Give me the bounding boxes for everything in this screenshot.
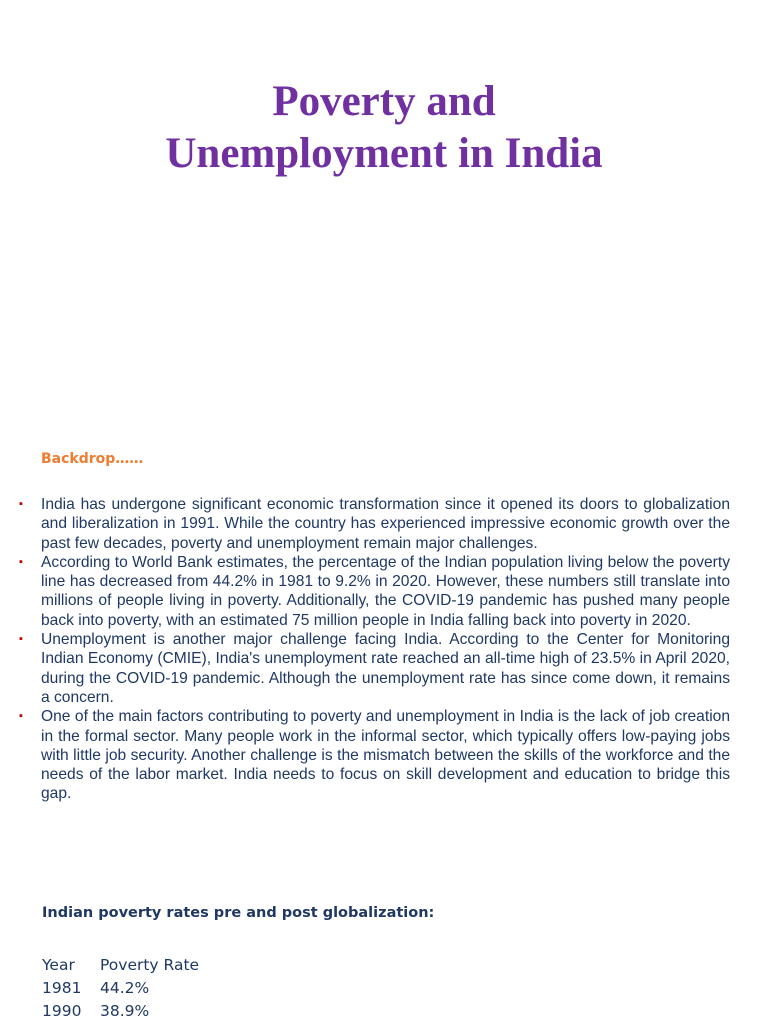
bullet-square-icon: ▪ — [19, 498, 23, 510]
page-title — [0, 76, 768, 180]
backdrop-heading: Backdrop…… — [41, 451, 144, 467]
poverty-table-title: Indian poverty rates pre and post globalization: — [42, 905, 435, 921]
bullet-square-icon: ▪ — [19, 710, 23, 723]
table-header-year: Year — [42, 955, 75, 974]
bullet-text: According to World Bank estimates, the percentage of the Indian population living below the poverty line has decreased from 44.2% in 1981 to 9.2% in 2020. However, these numbers still translate into millions of people living in poverty. Additionally, the COVID-19 pandemic has pushed many people back into poverty, with an estimated 75 million people in India falling back into poverty in 2020. — [41, 553, 730, 629]
table-cell-year: 1990 — [42, 1001, 82, 1020]
bullet-item — [19, 495, 730, 553]
page-title-line-2: Unemployment in India — [165, 130, 603, 177]
page-title-line-1: Poverty and — [272, 78, 496, 125]
bullet-square-icon: ▪ — [19, 633, 23, 646]
bullet-text: One of the main factors contributing to poverty and unemployment in India is the lack of job creation in the formal sector. Many people work in the informal sector, which typically offers low-paying jobs with little job security. Another challenge is the mismatch between the skills of the workforce and the needs of the labor market. India needs to focus on skill development and education to bridge this gap. — [41, 708, 730, 803]
table-row — [42, 999, 199, 1022]
bullet-item — [19, 553, 730, 630]
table-row — [42, 976, 199, 999]
table-cell-year: 1981 — [42, 978, 82, 997]
bullet-item — [19, 630, 730, 707]
bullet-square-icon: ▪ — [19, 555, 23, 568]
poverty-rate-table — [42, 953, 199, 1022]
bullet-item — [19, 707, 730, 803]
table-header-row — [42, 953, 199, 976]
table-cell-rate: 44.2% — [100, 978, 150, 997]
table-cell-rate: 38.9% — [100, 1001, 150, 1020]
bullet-text: India has undergone significant economic transformation since it opened its doors to globalization and liberalization in 1991. While the country has experienced impressive economic growth over the past few decades, poverty and unemployment remain major challenges. — [41, 496, 730, 552]
bullet-list — [19, 495, 730, 804]
bullet-text: Unemployment is another major challenge facing India. According to the Center for Monitoring Indian Economy (CMIE), India's unemployment rate reached an all-time high of 23.5% in April 2020, during the COVID-19 pandemic. Although the unemployment rate has since come down, it remains a concern. — [41, 631, 730, 706]
table-header-rate: Poverty Rate — [100, 955, 200, 974]
